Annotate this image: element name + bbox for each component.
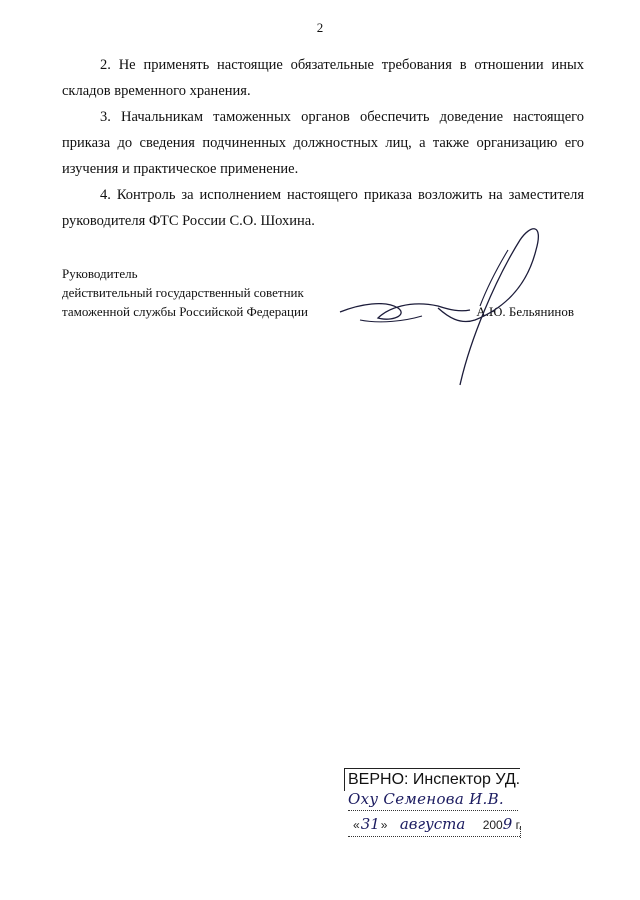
paragraph-3: 3. Начальникам таможенных органов обеспечить доведение настоящего приказа до сведения подчиненных должностных лиц, а также организацию его изучения и практическое применение.: [62, 109, 584, 177]
stamp-date-underline: [348, 836, 520, 837]
stamp-handwritten-name: Оху Семенова И.В.: [348, 790, 504, 808]
stamp-day: 31: [360, 815, 380, 833]
signature-block: [62, 264, 584, 321]
stamp-title: ВЕРНО: Инспектор УД.: [344, 768, 520, 791]
signatory-name: А.Ю. Бельянинов: [476, 304, 574, 319]
stamp-year-prefix: 200: [482, 818, 503, 832]
stamp-corner-mark: [520, 826, 521, 838]
stamp-year-unit: г.: [515, 818, 522, 832]
stamp-underline: [348, 810, 518, 811]
stamp-date: «31» августа 2009 г.: [353, 815, 522, 833]
signatory-line: [62, 302, 584, 321]
page-number: 2: [316, 20, 324, 35]
stamp-month: августа: [399, 815, 466, 833]
paragraph-4: 4. Контроль за исполнением настоящего приказа возложить на заместителя руководителя ФТС России С.О. Шохина.: [62, 187, 584, 229]
signatory-rank: действительный государственный советник: [62, 285, 304, 300]
certification-stamp: [344, 768, 524, 848]
document-body: [62, 52, 584, 234]
signatory-rank-continued: таможенной службы Российской Федерации: [62, 304, 308, 319]
signatory-position: Руководитель: [62, 266, 138, 281]
stamp-year-suffix: 9: [502, 815, 513, 833]
paragraph-2: 2. Не применять настоящие обязательные требования в отношении иных складов временного хранения.: [62, 57, 584, 99]
